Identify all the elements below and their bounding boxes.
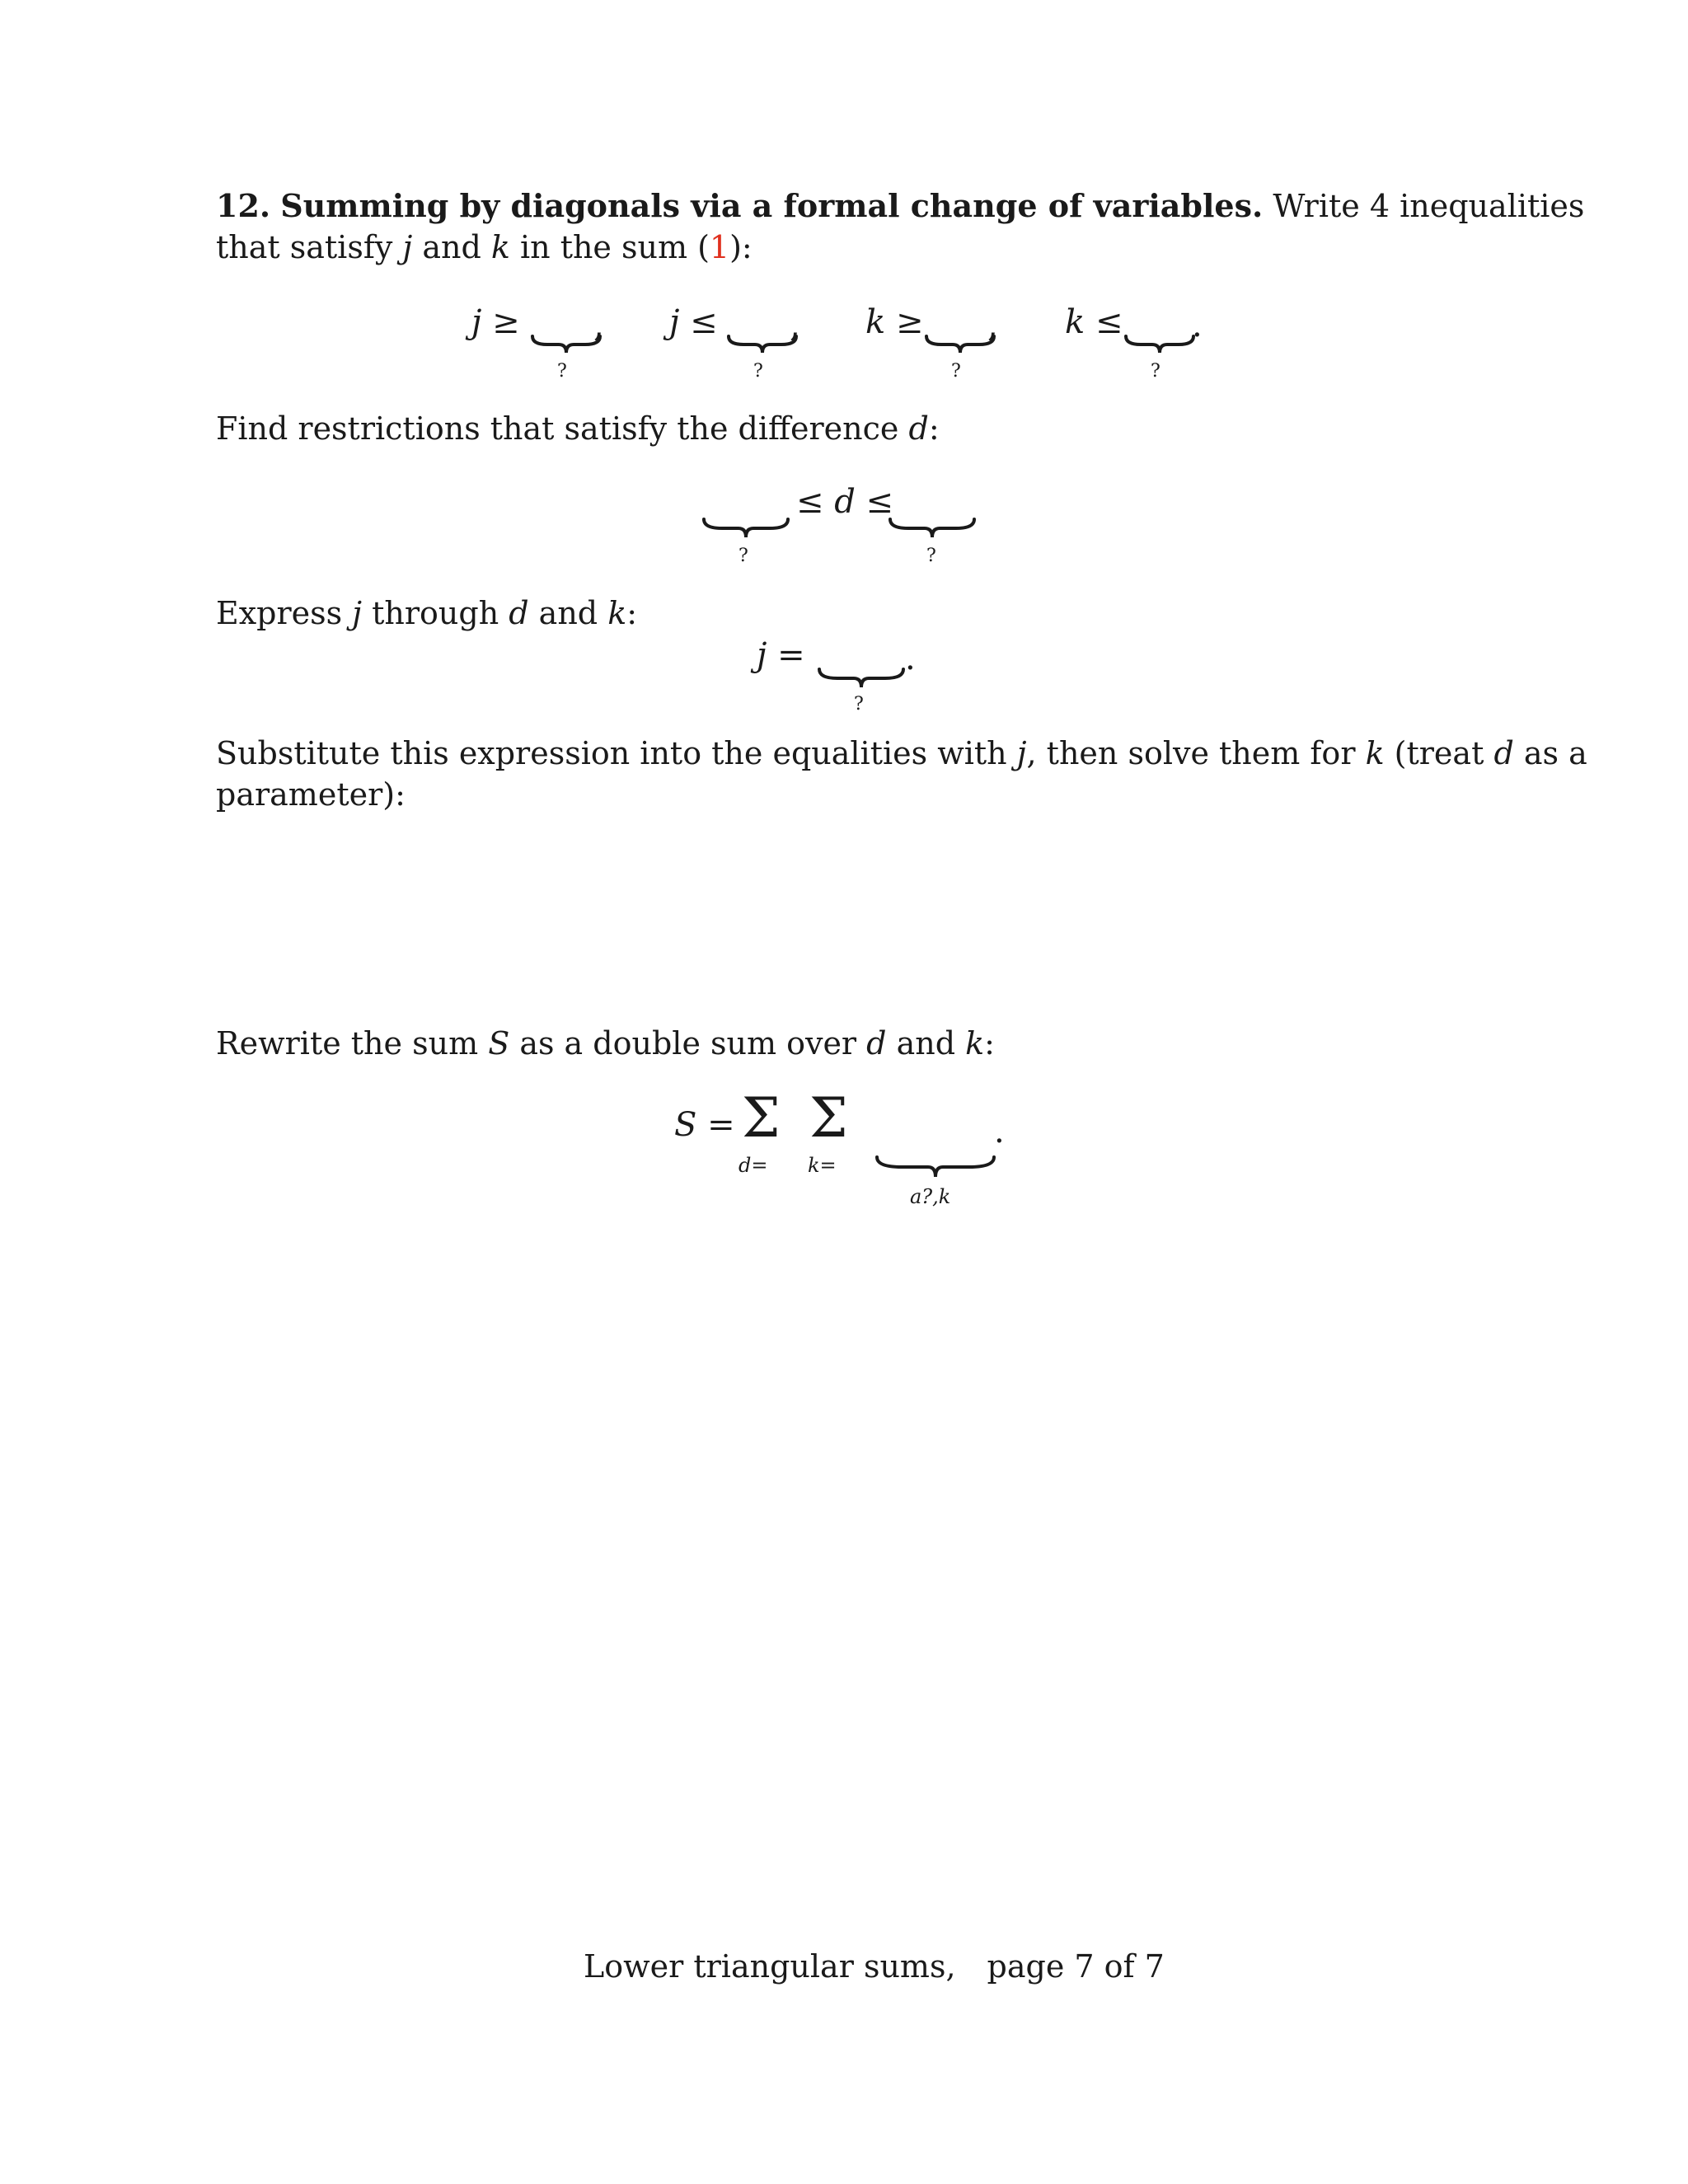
inequality-4-lhs: k ≤: [1065, 303, 1123, 341]
placeholder-3: ?: [951, 361, 961, 382]
footer-page-number: page 7 of 7: [987, 1948, 1165, 1985]
underbrace-d-lower: [701, 514, 791, 541]
underbrace-term: [874, 1152, 997, 1180]
substitute-line1: Substitute this expression into the equalities with j, then solve them for k (treat d as a: [216, 735, 1587, 771]
placeholder-4: ?: [1151, 361, 1160, 382]
problem-intro-1: Write 4 inequalities: [1273, 188, 1585, 224]
rewrite-text: Rewrite the sum S as a double sum over d and k:: [216, 1025, 995, 1062]
inequality-4-punct: .: [1192, 307, 1203, 344]
footer-title: Lower triangular sums,: [584, 1948, 956, 1985]
underbrace-2: [725, 331, 799, 356]
restrictions-text: Find restrictions that satisfy the difference d:: [216, 410, 940, 447]
inequality-3-punct: ,: [987, 307, 998, 344]
sigma-d-lower: d=: [738, 1154, 768, 1177]
problem-heading: [216, 186, 1584, 226]
inequality-2-lhs: j ≤: [669, 303, 718, 341]
restriction-middle: ≤ d ≤: [796, 483, 894, 521]
substitute-line2: parameter):: [216, 776, 406, 813]
express-text: Express j through d and k:: [216, 595, 638, 631]
placeholder-d-upper: ?: [926, 546, 936, 566]
sigma-k: Σ: [809, 1086, 848, 1150]
express-lhs: j =: [757, 636, 805, 674]
placeholder-j: ?: [854, 694, 864, 715]
placeholder-1: ?: [557, 361, 567, 382]
equation-ref-link[interactable]: 1: [709, 229, 730, 265]
problem-intro-line2: that satisfy j and k in the sum (1):: [216, 229, 753, 265]
sigma-k-lower: k=: [808, 1154, 837, 1177]
problem-title: Summing by diagonals via a formal change of variables.: [280, 187, 1264, 224]
underbrace-3: [923, 331, 997, 356]
underbrace-d-upper: [887, 514, 978, 541]
underbrace-1: [529, 331, 603, 356]
underbrace-4: [1123, 331, 1197, 356]
underbrace-j: [816, 664, 907, 691]
inequality-2-punct: ,: [790, 307, 800, 344]
placeholder-d-lower: ?: [738, 546, 748, 566]
sum-punct: .: [994, 1113, 1005, 1151]
problem-number: 12.: [216, 187, 271, 224]
inequality-1-lhs: j ≥: [471, 303, 520, 341]
term-label: a?,k: [910, 1185, 951, 1208]
sum-lhs: S =: [674, 1106, 735, 1144]
placeholder-2: ?: [753, 361, 763, 382]
inequality-3-lhs: k ≥: [865, 303, 924, 341]
page-footer: [584, 1947, 1165, 1986]
inequality-1-punct: ,: [593, 307, 604, 344]
sigma-d: Σ: [742, 1086, 781, 1150]
express-punct: .: [905, 640, 916, 677]
